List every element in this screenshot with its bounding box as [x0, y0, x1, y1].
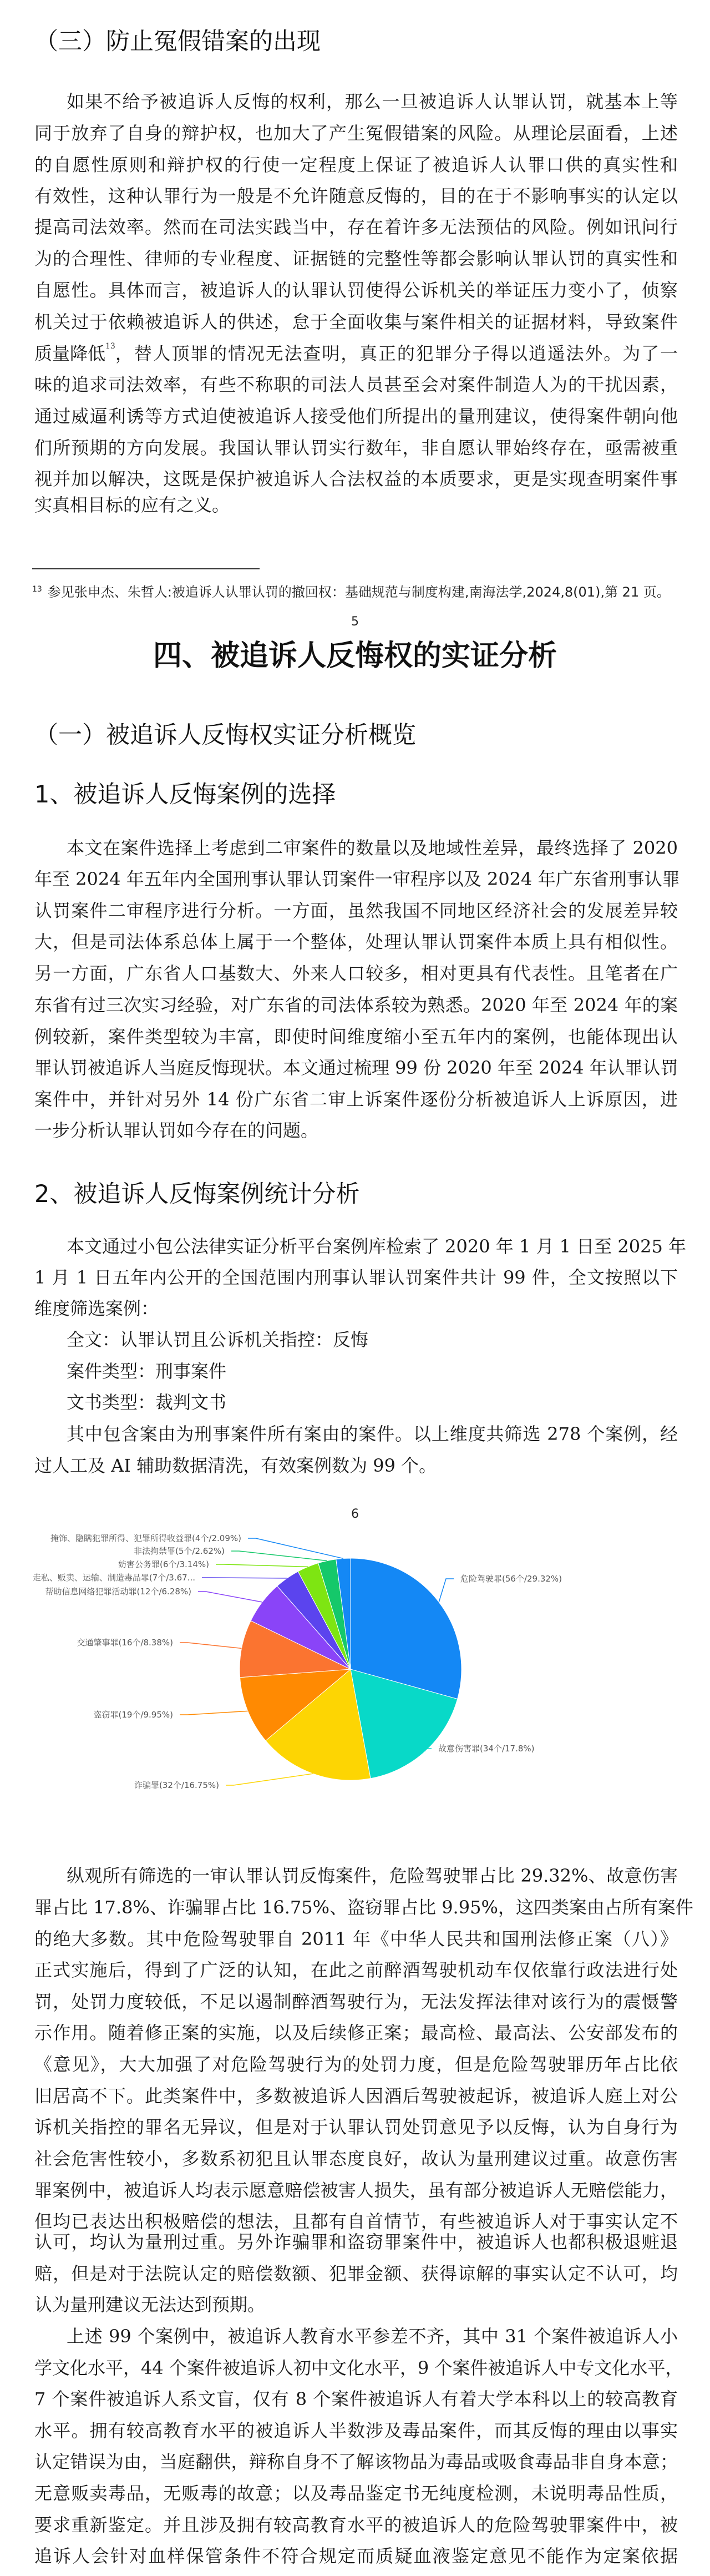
- body-line: 示作用。随着修正案的实施，以及后续修正案；最高检、最高法、公安部发布的: [34, 2022, 678, 2043]
- body-line: 一步分析认罪认罚如今存在的问题。: [34, 1120, 319, 1141]
- footnote-ref[interactable]: 13: [105, 342, 115, 351]
- filter-fulltext: 全文：认罪认罚且公诉机关指控：反悔: [67, 1329, 369, 1350]
- body-line: 实真相目标的应有之义。: [34, 494, 230, 516]
- leader-line: [180, 1643, 242, 1648]
- footnote-number: 13: [32, 585, 42, 594]
- body-line: 的自愿性原则和辩护权的行使一定程度上保证了被追诉人认罪口供的真实性和: [34, 154, 678, 175]
- body-line: 水平。拥有较高教育水平的被追诉人半数涉及毒品案件，而其反悔的理由以事实: [34, 2420, 678, 2441]
- page-number: 5: [351, 615, 359, 629]
- leader-line: [198, 1592, 262, 1602]
- subsection-heading-1: 1、被追诉人反悔案例的选择: [34, 781, 336, 809]
- filter-doc-type: 文书类型：裁判文书: [67, 1392, 227, 1413]
- body-line: 1 月 1 日五年内公开的全国范围内刑事认罪认罚案件共计 99 件，全文按照以下: [34, 1267, 678, 1288]
- body-line: 视并加以解决，这既是保护被追诉人合法权益的本质要求，更是实现查明案件事: [34, 468, 678, 489]
- body-line: 例较新，案件类型较为丰富，即使时间维度缩小至五年内的案例，也能体现出认: [34, 1026, 678, 1047]
- body-line: 7 个案件被追诉人系文盲，仅有 8 个案件被追诉人有着大学本科以上的较高教育: [34, 2388, 678, 2410]
- body-line: 味的追求司法效率，有些不称职的司法人员甚至会对案件制造人为的干扰因素，: [34, 374, 678, 395]
- body-text: ，替人顶罪的情况无法查明，真正的犯罪分子得以逍遥法外。为了一: [115, 343, 678, 364]
- pie-chart: [0, 1532, 710, 1798]
- body-line: 纵观所有筛选的一审认罪认罚反悔案件，危险驾驶罪占比 29.32%、故意伤害: [67, 1865, 678, 1886]
- body-line: 罪认罚被追诉人当庭反悔现状。本文通过梳理 99 份 2020 年至 2024 年认罪认罚: [34, 1057, 678, 1078]
- body-line: 过人工及 AI 辅助数据清洗，有效案例数为 99 个。: [34, 1455, 437, 1476]
- body-line: 另一方面，广东省人口基数大、外来人口较多，相对更具有代表性。且笔者在广: [34, 963, 678, 984]
- slice-label: 走私、贩卖、运输、制造毒品罪(7个/3.67...: [32, 1573, 195, 1583]
- body-line: 案件中，并针对另外 14 份广东省二审上诉案件逐份分析被追诉人上诉原因，进: [34, 1089, 678, 1110]
- body-line: 要求重新鉴定。并且涉及拥有较高教育水平的被追诉人的危险驾驶罪案件中，被: [34, 2514, 678, 2535]
- leader-line: [248, 1538, 343, 1558]
- body-line: [34, 342, 678, 365]
- body-line: 学文化水平，44 个案件被追诉人初中文化水平，9 个案件被追诉人中专文化水平，: [34, 2357, 683, 2378]
- slice-label: 盗窃罪(19个/9.95%): [93, 1710, 173, 1720]
- body-line: 机关过于依赖被追诉人的供述，怠于全面收集与案件相关的证据材料，导致案件: [34, 311, 678, 332]
- leader-line: [231, 1551, 327, 1561]
- body-line: 其中包含案由为刑事案件所有案由的案件。以上维度共筛选 278 个案例，经: [67, 1423, 678, 1444]
- slice-label: 非法拘禁罪(5个/2.62%): [134, 1546, 225, 1556]
- body-line: 追诉人会针对血样保管条件不符合规定而质疑血液鉴定意见不能作为定案依据: [34, 2545, 678, 2567]
- body-line: 为的合理性、律师的专业程度、证据链的完整性等都会影响认罪认罚的真实性和: [34, 248, 678, 269]
- chapter-heading: 四、被追诉人反悔权的实证分析: [153, 639, 557, 673]
- body-line: 正式实施后，得到了广泛的认知，在此之前醉酒驾驶机动车仅依靠行政法进行处: [34, 1959, 678, 1981]
- body-line: 认可，均认为量刑过重。另外诈骗罪和盗窃罪案件中，被追诉人也都积极退赃退: [34, 2231, 678, 2252]
- body-line: 旧居高不下。此类案件中，多数被追诉人因酒后驾驶被起诉，被追诉人庭上对公: [34, 2085, 678, 2107]
- filter-case-type: 案件类型：刑事案件: [67, 1361, 227, 1382]
- body-line: 罪占比 17.8%、诈骗罪占比 16.75%、盗窃罪占比 9.95%，这四类案由占所有案件: [34, 1897, 693, 1918]
- body-line: 认定错误为由，当庭翻供，辩称自身不了解该物品为毒品或吸食毒品非自身本意；: [34, 2451, 678, 2472]
- slice-label: 掩饰、隐瞒犯罪所得、犯罪所得收益罪(4个/2.09%): [50, 1533, 241, 1543]
- body-line: 东省有过三次实习经验，对广东省的司法体系较为熟悉。2020 年至 2024 年的案: [34, 994, 678, 1016]
- body-line: 通过威逼利诱等方式迫使被追诉人接受他们所提出的量刑建议，使得案件朝向他: [34, 406, 678, 427]
- body-line: 们所预期的方向发展。我国认罪认罚实行数年，非自愿认罪始终存在，亟需被重: [34, 437, 678, 458]
- slice-label: 交通肇事罪(16个/8.38%): [77, 1638, 173, 1648]
- body-text: 质量降低: [34, 343, 106, 364]
- body-line: 大，但是司法体系总体上属于一个整体，处理认罪认罚案件本质上具有相似性。: [34, 931, 678, 952]
- slice-label: 诈骗罪(32个/16.75%): [134, 1780, 219, 1790]
- leader-line: [226, 1774, 313, 1785]
- body-line: 《意见》，大大加强了对危险驾驶行为的处罚力度，但是危险驾驶罪历年占比依: [34, 2054, 678, 2075]
- body-line: 罪案例中，被追诉人均表示愿意赔偿被害人损失，虽有部分被追诉人无赔偿能力，: [34, 2180, 678, 2201]
- page-number: 6: [351, 1507, 359, 1521]
- body-line: 年至 2024 年五年内全国刑事认罪认罚案件一审程序以及 2024 年广东省刑事认罪: [34, 868, 680, 890]
- body-line: 有效性，这种认罪行为一般是不允许随意反悔的，目的在于不影响事实的认定以: [34, 185, 678, 206]
- slice-label: 故意伤害罪(34个/17.8%): [438, 1744, 535, 1754]
- leader-line: [216, 1564, 308, 1567]
- slice-label: 帮助信息网络犯罪活动罪(12个/6.28%): [45, 1587, 191, 1597]
- body-line: 提高司法效率。然而在司法实践当中，存在着许多无法预估的风险。例如讯问行: [34, 216, 678, 238]
- footnote: [32, 580, 670, 601]
- body-line: 如果不给予被追诉人反悔的权利，那么一旦被追诉人认罪认罚，就基本上等: [67, 91, 678, 112]
- body-line: 赔，但是对于法院认定的赔偿数额、犯罪金额、获得谅解的事实认定不认可，均: [34, 2263, 678, 2284]
- body-line: 认罚案件二审程序进行分析。一方面，虽然我国不同地区经济社会的发展差异较: [34, 900, 678, 921]
- body-line: 本文通过小包公法律实证分析平台案例库检索了 2020 年 1 月 1 日至 2025 年: [67, 1236, 686, 1257]
- section-heading-1: （一）被追诉人反悔权实证分析概览: [34, 721, 416, 749]
- body-line: 社会危害性较小，多数系初犯且认罪态度良好，故认为量刑建议过重。故意伤害: [34, 2148, 678, 2169]
- leader-line: [424, 1749, 432, 1751]
- section-heading-3: （三）防止冤假错案的出现: [34, 28, 321, 55]
- slice-label: 妨害公务罪(6个/3.14%): [118, 1559, 209, 1569]
- body-line: 罚，处罚力度较低，不足以遏制醉酒驾驶行为，无法发挥法律对该行为的震慑警: [34, 1991, 678, 2012]
- body-line: 上述 99 个案例中，被追诉人教育水平参差不齐，其中 31 个案件被追诉人小: [67, 2326, 678, 2347]
- body-line: 的绝大多数。其中危险驾驶罪自 2011 年《中华人民共和国刑法修正案（八）》: [34, 1928, 678, 1949]
- leader-line: [180, 1711, 248, 1715]
- footnote-text: 参见张申杰、朱哲人:被追诉人认罪认罚的撤回权：基础规范与制度构建,南海法学,2024,8(01),第 21 页。: [47, 584, 670, 600]
- body-line: 无意贩卖毒品，无贩毒的故意；以及毒品鉴定书无纯度检测，未说明毒品性质，: [34, 2483, 678, 2504]
- body-line: 认为量刑建议无法达到预期。: [34, 2294, 266, 2315]
- body-line: 本文在案件选择上考虑到二审案件的数量以及地域性差异，最终选择了 2020: [67, 837, 678, 858]
- body-line: 自愿性。具体而言，被追诉人的认罪认罚使得公诉机关的举证压力变小了，侦察: [34, 280, 678, 301]
- leader-line: [439, 1579, 454, 1602]
- body-line: 但均已表达出积极赔偿的想法，且都有自首情节，有些被追诉人对于事实认定不: [34, 2211, 678, 2232]
- body-line: 诉机关指控的罪名无异议，但是对于认罪认罚处罚意见予以反悔，认为自身行为: [34, 2117, 678, 2138]
- body-line: 维度筛选案例：: [34, 1298, 159, 1319]
- slice-label: 危险驾驶罪(56个/29.32%): [460, 1574, 562, 1584]
- subsection-heading-2: 2、被追诉人反悔案例统计分析: [34, 1180, 360, 1208]
- footnote-divider: [32, 568, 260, 569]
- body-line: 同于放弃了自身的辩护权，也加大了产生冤假错案的风险。从理论层面看，上述: [34, 123, 678, 144]
